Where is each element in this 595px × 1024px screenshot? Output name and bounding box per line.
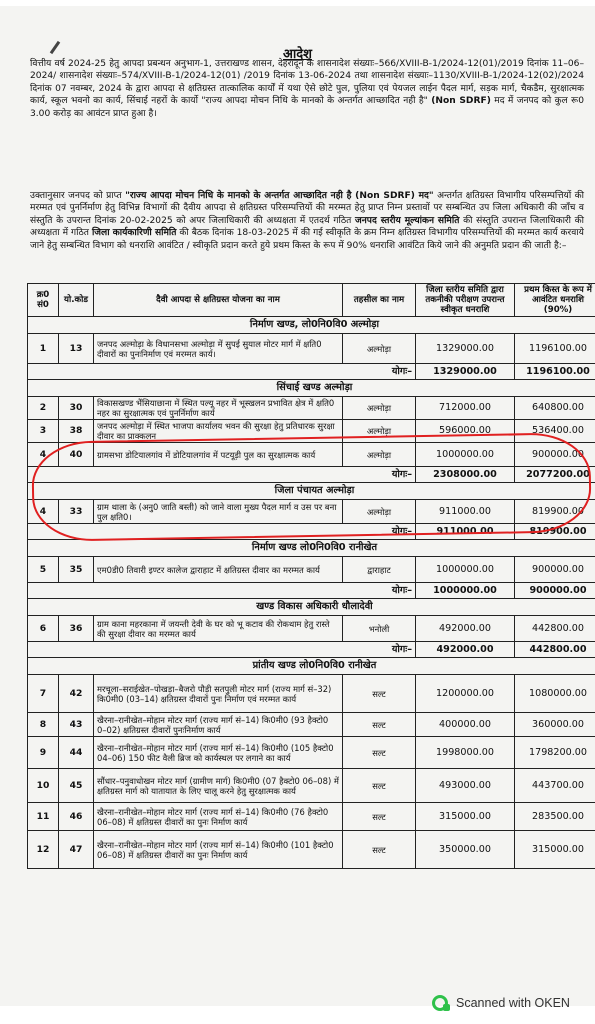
code-cell: 40	[59, 443, 94, 467]
table-row	[28, 420, 595, 443]
code-cell: 30	[59, 397, 94, 420]
first-installment-cell: 442800.00	[515, 616, 595, 642]
scheme-name-cell: खैरना–रानीखेत–मोहान मोटर मार्ग (राज्य मार्ग सं–14) कि0मी0 (93 हैक्टो0 0–02) क्षतिग्रस्त दीवारों पुनःनिर्माण कार्य	[94, 713, 343, 737]
table-row	[28, 443, 595, 467]
tehsil-cell: अल्मोड़ा	[343, 334, 416, 364]
code-cell: 35	[59, 557, 94, 583]
table-header-row	[28, 284, 595, 317]
page-title: आदेश	[282, 47, 313, 62]
scheme-name-cell: खैरना–रानीखेत–मोहान मोटर मार्ग (राज्य मार्ग सं–14) कि0मी0 (76 हैक्टो0 06–08) में क्षतिग्रस्त दीवारों का पुनः निर्माण कार्य	[94, 803, 343, 831]
code-cell: 45	[59, 769, 94, 803]
approved-amount-cell: 493000.00	[416, 769, 515, 803]
header-approved-amount: जिला स्तरीय समिति द्वारा तकनीकी परीक्षण उपरान्त स्वीकृत धनराशि	[416, 284, 515, 317]
para2-bold1: "राज्य आपदा मोचन निधि के मानको के अन्तर्गत आच्छादित नही है (Non SDRF) मद"	[125, 191, 434, 201]
order-paragraph	[30, 190, 584, 252]
total-label: योगः–	[28, 524, 416, 540]
total-row	[28, 642, 595, 658]
approved-amount-cell: 315000.00	[416, 803, 515, 831]
scheme-name-cell: ग्रामसभा डोटियालगांव में डोटियालगांव में पटयूड़ी पुल का सुरक्षात्मक कार्य	[94, 443, 343, 467]
serial-cell: 5	[28, 557, 59, 583]
tehsil-cell: सल्ट	[343, 803, 416, 831]
serial-cell: 12	[28, 831, 59, 869]
scheme-name-cell: ग्राम काना महरकाना में जयन्ती देवी के घर को भू कटाव की रोकथाम हेतु रास्ते की सुरक्षा दीवार का मरम्मत कार्य	[94, 616, 343, 642]
watermark-text: Scanned with OKEN	[456, 996, 570, 1010]
table-row	[28, 675, 595, 713]
total-approved-amount: 2308000.00	[416, 467, 515, 483]
tehsil-cell: सल्ट	[343, 737, 416, 769]
first-installment-cell: 315000.00	[515, 831, 595, 869]
header-first-installment: प्रथम किस्त के रूप में आवंटित धनराशि (90%)	[515, 284, 595, 317]
scheme-name-cell: खैरना–रानीखेत–मोहान मोटर मार्ग (राज्य मार्ग सं–14) कि0मी0 (105 हैक्टो0 04–06) 150 फीट वैली ब्रिज को कार्यस्थल पर लगाने का कार्य	[94, 737, 343, 769]
serial-cell: 2	[28, 397, 59, 420]
approved-amount-cell: 1200000.00	[416, 675, 515, 713]
section-title: जिला पंचायत अल्मोड़ा	[28, 483, 595, 500]
first-installment-cell: 443700.00	[515, 769, 595, 803]
total-label: योगः–	[28, 467, 416, 483]
scheme-name-cell: विकासखण्ड भैंसियाछाना में स्थित पल्यू नहर में भूस्खलन प्रभावित क्षेत्र में क्षति0 नहर का सुरक्षात्मक एवं पुनर्निर्माण कार्य	[94, 397, 343, 420]
scanner-watermark	[432, 992, 570, 1014]
section-header-row	[28, 540, 595, 557]
first-installment-cell: 1798200.00	[515, 737, 595, 769]
table-row	[28, 803, 595, 831]
header-serial: क्र0 सं0	[28, 284, 59, 317]
para2-a: उक्तानुसार जनपद को प्राप्त	[30, 191, 122, 201]
table-row	[28, 557, 595, 583]
first-installment-cell: 283500.00	[515, 803, 595, 831]
para2-bold3: जिला कार्यकारिणी समिति	[91, 228, 177, 239]
first-installment-cell: 819900.00	[515, 500, 595, 524]
section-title: सिंचाई खण्ड अल्मोड़ा	[28, 380, 595, 397]
header-tehsil: तहसील का नाम	[343, 284, 416, 317]
table-row	[28, 737, 595, 769]
first-installment-cell: 1196100.00	[515, 334, 595, 364]
code-cell: 43	[59, 713, 94, 737]
serial-cell: 1	[28, 334, 59, 364]
approved-amount-cell: 400000.00	[416, 713, 515, 737]
header-scheme-name: दैवी आपदा से क्षतिग्रस्त योजना का नाम	[94, 284, 343, 317]
section-header-row	[28, 317, 595, 334]
section-title: निर्माण खण्ड लो0नि0वि0 रानीखेत	[28, 540, 595, 557]
approved-amount-cell: 1998000.00	[416, 737, 515, 769]
total-first-installment: 819900.00	[515, 524, 595, 540]
total-first-installment: 442800.00	[515, 642, 595, 658]
table-row	[28, 500, 595, 524]
total-label: योगः–	[28, 583, 416, 599]
tehsil-cell: द्वाराहाट	[343, 557, 416, 583]
tehsil-cell: सल्ट	[343, 713, 416, 737]
total-approved-amount: 1329000.00	[416, 364, 515, 380]
intro-bold: (Non SDRF)	[431, 96, 491, 107]
approved-amount-cell: 911000.00	[416, 500, 515, 524]
tehsil-cell: सल्ट	[343, 831, 416, 869]
code-cell: 38	[59, 420, 94, 443]
table-row	[28, 831, 595, 869]
code-cell: 44	[59, 737, 94, 769]
tehsil-cell: अल्मोड़ा	[343, 420, 416, 443]
tehsil-cell: सल्ट	[343, 769, 416, 803]
para2-b: अन्तर्गत क्षतिग्रस्त विभागीय परिसम्पत्तियों की मरम्मत एवं पुनर्निर्माण हेतु विभिन्न विभागों की दैवीय आपदा से क्षतिग्रस्त परिसम्पत्तियों की मरम्मत हेतु प्राप्त निम्न प्रस्तावों पर सम्बन्धित उप जिला अधिकारी की जाँच व संस्तुति के उपरान्त दिनांक 20-02-2025 को अपर जिलाधिकारी की अध्यक्षता में एतदर्थ गठित	[30, 191, 584, 226]
para2-c: की संस्तुति उपरान्त जिलाधिकारी की अध्यक्षता में गठित	[30, 215, 585, 239]
table-row	[28, 397, 595, 420]
section-header-row	[28, 380, 595, 397]
scheme-name-cell: एम0डी0 तिवारी इण्टर कालेज द्वाराहाट में क्षतिग्रस्त दीवार का मरम्मत कार्य	[94, 557, 343, 583]
total-first-installment: 1196100.00	[515, 364, 595, 380]
serial-cell: 4	[28, 443, 59, 467]
total-row	[28, 364, 595, 380]
total-label: योगः–	[28, 364, 416, 380]
total-row	[28, 524, 595, 540]
code-cell: 13	[59, 334, 94, 364]
serial-cell: 8	[28, 713, 59, 737]
para2-bold2: जनपद स्तरीय मूल्यांकन समिति	[355, 215, 460, 226]
serial-cell: 11	[28, 803, 59, 831]
code-cell: 36	[59, 616, 94, 642]
first-installment-cell: 1080000.00	[515, 675, 595, 713]
first-installment-cell: 360000.00	[515, 713, 595, 737]
approved-amount-cell: 596000.00	[416, 420, 515, 443]
header-code: यो.कोड	[59, 284, 94, 317]
table-row	[28, 616, 595, 642]
table-row	[28, 713, 595, 737]
scheme-name-cell: मरचूला–सराईखेत–पोखड़ा–बैजरो पौड़ी सतपुली मोटर मार्ग (राज्य मार्ग सं–32) कि0मी0 (03–14) क्षतिग्रस्त दीवारों पुनः निर्माण एवं मरम्मत कार्य	[94, 675, 343, 713]
section-title: खण्ड विकास अधिकारी धौलादेवी	[28, 599, 595, 616]
total-approved-amount: 492000.00	[416, 642, 515, 658]
tehsil-cell: अल्मोड़ा	[343, 397, 416, 420]
total-approved-amount: 1000000.00	[416, 583, 515, 599]
table-row	[28, 334, 595, 364]
code-cell: 33	[59, 500, 94, 524]
table-body	[28, 317, 595, 869]
tehsil-cell: सल्ट	[343, 675, 416, 713]
tehsil-cell: अल्मोड़ा	[343, 500, 416, 524]
total-approved-amount: 911000.00	[416, 524, 515, 540]
intro-text: वित्तीय वर्ष 2024-25 हेतु आपदा प्रबन्धन अनुभाग-1, उत्तराखण्ड शासन, देहरादून के शासनादेश संख्याः–566/XVIII-B-1/2024-12(01)/2019 दिनांक 11–06–2024/ शासनादेश संख्याः–574/XVIII-B-1/2024-12(01) /2019 दिनांक 13-06-2024 तथा शासनादेश संख्याः–1130/XVIII-B-1/2024-12(02)/2024 दिनांक 07 नवम्बर, 2024 के द्वारा आपदा से क्षतिग्रस्त तात्कालिक कार्यों में यथा ऐसे छोटे पुल, पुलिया एवं पेयजल लाईन पैदल मार्ग, सड़क मार्ग, चैकडैम, सुरक्षात्मक कार्य, स्कूल भवनो का कार्य, सिंचाई नहरों के कार्यो "राज्य आपदा मोचन निधि के मानको के अन्तर्गत आच्छादित नही है"	[30, 59, 584, 107]
serial-cell: 4	[28, 500, 59, 524]
code-cell: 47	[59, 831, 94, 869]
total-first-installment: 900000.00	[515, 583, 595, 599]
total-label: योगः–	[28, 642, 416, 658]
first-installment-cell: 900000.00	[515, 443, 595, 467]
total-row	[28, 467, 595, 483]
section-header-row	[28, 483, 595, 500]
section-title: प्रांतीय खण्ड लो0नि0वि0 रानीखेत	[28, 658, 595, 675]
serial-cell: 9	[28, 737, 59, 769]
first-installment-cell: 900000.00	[515, 557, 595, 583]
total-row	[28, 583, 595, 599]
table-row	[28, 769, 595, 803]
serial-cell: 7	[28, 675, 59, 713]
serial-cell: 6	[28, 616, 59, 642]
section-header-row	[28, 658, 595, 675]
approved-amount-cell: 1000000.00	[416, 557, 515, 583]
approved-amount-cell: 350000.00	[416, 831, 515, 869]
approved-amount-cell: 712000.00	[416, 397, 515, 420]
approved-amount-cell: 1000000.00	[416, 443, 515, 467]
para2-d: की बैठक दिनांक 18-03-2025 में की गई स्वीकृति के क्रम निम्न क्षतिग्रस्त विभागीय परिसम्पत्तियों की मरम्मत कार्य करवाये जाने हेतु सम्बन्धित विभाग को धनराशि आवंटित / स्वीकृति प्रदान करते हुये प्रथम किस्त के रूप में 90% धनराशि आवंटित किये जाने की अनुमति प्रदान की जाती है:–	[30, 228, 584, 251]
serial-cell: 3	[28, 420, 59, 443]
intro-paragraph	[30, 58, 584, 120]
section-title: निर्माण खण्ड, लो0नि0वि0 अल्मोड़ा	[28, 317, 595, 334]
section-header-row	[28, 599, 595, 616]
oken-logo-icon	[432, 995, 448, 1011]
scheme-name-cell: खैरना–रानीखेत–मोहान मोटर मार्ग (राज्य मार्ग सं–14) कि0मी0 (101 हैक्टो0 06–08) में क्षतिग्रस्त दीवारों का पुनः निर्माण कार्य	[94, 831, 343, 869]
code-cell: 42	[59, 675, 94, 713]
tehsil-cell: भनोली	[343, 616, 416, 642]
intro-end: मद में जनपद को कुल रू0 3.00 करोड़ का आवंटन प्राप्त हुआ है।	[30, 96, 584, 119]
first-installment-cell: 536400.00	[515, 420, 595, 443]
serial-cell: 10	[28, 769, 59, 803]
scheme-name-cell: जनपद अल्मोड़ा के विधानसभा अल्मोड़ा में सुपई सुयाल मोटर मार्ग में क्षति0 दीवारों का पुनःनिर्माण एवं मरम्मत कार्य।	[94, 334, 343, 364]
total-first-installment: 2077200.00	[515, 467, 595, 483]
scheme-name-cell: सौंधार–पनुवाधोखन मोटर मार्ग (ग्रामीण मार्ग) कि0मी0 (07 हैक्टो0 06–08) में क्षतिग्रस्त मार्ग को यातायात के लिए चालू करने हेतु सुरक्षात्मक कार्य	[94, 769, 343, 803]
first-installment-cell: 640800.00	[515, 397, 595, 420]
code-cell: 46	[59, 803, 94, 831]
approved-amount-cell: 492000.00	[416, 616, 515, 642]
allocation-table	[27, 283, 595, 869]
scheme-name-cell: ग्राम थाला के (अनु0 जाति बस्ती) को जाने वाला मुख्य पैदल मार्ग व उस पर बना पुल क्षति0।	[94, 500, 343, 524]
approved-amount-cell: 1329000.00	[416, 334, 515, 364]
tehsil-cell: अल्मोड़ा	[343, 443, 416, 467]
scheme-name-cell: जनपद अल्मोड़ा में स्थित भाजपा कार्यालय भवन की सुरक्षा हेतु प्रतिधारक सुरक्षा दीवार का प्राक्कलन	[94, 420, 343, 443]
